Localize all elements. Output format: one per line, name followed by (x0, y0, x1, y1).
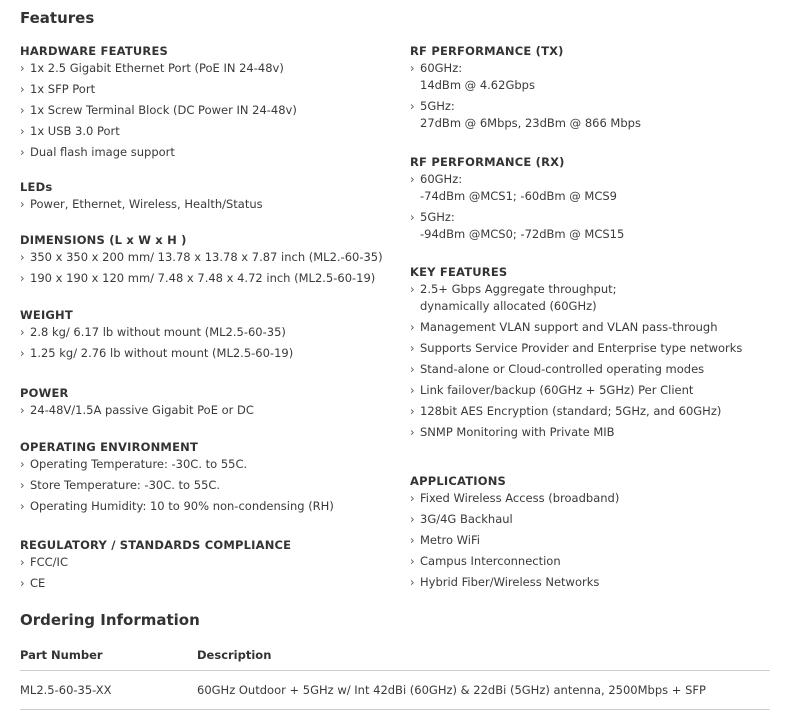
list-item: › SNMP Monitoring with Private MIB (410, 422, 780, 443)
list-item: › 60GHz: 14dBm @ 4.62Gbps (410, 58, 780, 96)
section-heading: WEIGHT (20, 308, 73, 322)
list-item: › 1x USB 3.0 Port (20, 121, 390, 142)
ordering-table (20, 640, 770, 710)
list-item: › 5GHz: -94dBm @MCS0; -72dBm @ MCS15 (410, 207, 780, 245)
applications-section (410, 474, 780, 593)
list-item: › 190 x 190 x 120 mm/ 7.48 x 7.48 x 4.72 inch (ML2.5-60-19) (20, 268, 390, 289)
section-heading: POWER (20, 386, 69, 400)
table-header-row (20, 640, 770, 671)
table-row (20, 671, 770, 710)
list-item: › Supports Service Provider and Enterprise type networks (410, 338, 780, 359)
list-item: › 60GHz: -74dBm @MCS1; -60dBm @ MCS9 (410, 169, 780, 207)
list-item: › 3G/4G Backhaul (410, 509, 780, 530)
list-item: › 1x SFP Port (20, 79, 390, 100)
ordering-title: Ordering Information (20, 611, 200, 629)
operating-environment-section (20, 440, 390, 517)
list-item: › Operating Temperature: -30C. to 55C. (20, 454, 390, 475)
list-item: › Dual flash image support (20, 142, 390, 163)
description-header: Description (197, 640, 770, 671)
list-item: › 1x 2.5 Gigabit Ethernet Port (PoE IN 24-48v) (20, 58, 390, 79)
section-heading: DIMENSIONS (L x W x H ) (20, 233, 187, 247)
section-heading: LEDs (20, 180, 53, 194)
regulatory-section (20, 538, 390, 594)
list-item: › 1.25 kg/ 2.76 lb without mount (ML2.5-60-19) (20, 343, 390, 364)
list-item: › Power, Ethernet, Wireless, Health/Status (20, 194, 390, 215)
list-item: › 350 x 350 x 200 mm/ 13.78 x 13.78 x 7.87 inch (ML2.-60-35) (20, 247, 390, 268)
section-heading: RF PERFORMANCE (TX) (410, 44, 564, 58)
list-item: › CE (20, 573, 390, 594)
list-item: › Stand-alone or Cloud-controlled operating modes (410, 359, 780, 380)
section-heading: RF PERFORMANCE (RX) (410, 155, 565, 169)
list-item: › Management VLAN support and VLAN pass-through (410, 317, 780, 338)
section-heading: REGULATORY / STANDARDS COMPLIANCE (20, 538, 292, 552)
list-item: › 24-48V/1.5A passive Gigabit PoE or DC (20, 400, 390, 421)
list-item: › Metro WiFi (410, 530, 780, 551)
power-section (20, 386, 390, 421)
list-item: › 1x Screw Terminal Block (DC Power IN 24-48v) (20, 100, 390, 121)
description-cell: 60GHz Outdoor + 5GHz w/ Int 42dBi (60GHz) & 22dBi (5GHz) antenna, 2500Mbps + SFP (197, 671, 770, 710)
section-heading: KEY FEATURES (410, 265, 508, 279)
weight-section (20, 308, 390, 364)
section-heading: OPERATING ENVIRONMENT (20, 440, 198, 454)
hardware-features-section (20, 44, 390, 163)
list-item: › 128bit AES Encryption (standard; 5GHz, and 60GHz) (410, 401, 780, 422)
list-item: › 2.5+ Gbps Aggregate throughput; dynamically allocated (60GHz) (410, 279, 780, 317)
list-item: › Fixed Wireless Access (broadband) (410, 488, 780, 509)
section-heading: HARDWARE FEATURES (20, 44, 169, 58)
part-number-header: Part Number (20, 640, 197, 671)
list-item: › Hybrid Fiber/Wireless Networks (410, 572, 780, 593)
list-item: › 2.8 kg/ 6.17 lb without mount (ML2.5-60-35) (20, 322, 390, 343)
part-number-cell: ML2.5-60-35-XX (20, 671, 197, 710)
rf-rx-section (410, 155, 780, 245)
list-item: › Store Temperature: -30C. to 55C. (20, 475, 390, 496)
dimensions-section (20, 233, 390, 289)
list-item: › Campus Interconnection (410, 551, 780, 572)
features-title: Features (20, 9, 95, 27)
leds-section (20, 180, 390, 215)
section-heading: APPLICATIONS (410, 474, 507, 488)
list-item: › Operating Humidity: 10 to 90% non-condensing (RH) (20, 496, 390, 517)
key-features-section (410, 265, 780, 443)
list-item: › 5GHz: 27dBm @ 6Mbps, 23dBm @ 866 Mbps (410, 96, 780, 134)
rf-tx-section (410, 44, 780, 134)
list-item: › FCC/IC (20, 552, 390, 573)
list-item: › Link failover/backup (60GHz + 5GHz) Per Client (410, 380, 780, 401)
